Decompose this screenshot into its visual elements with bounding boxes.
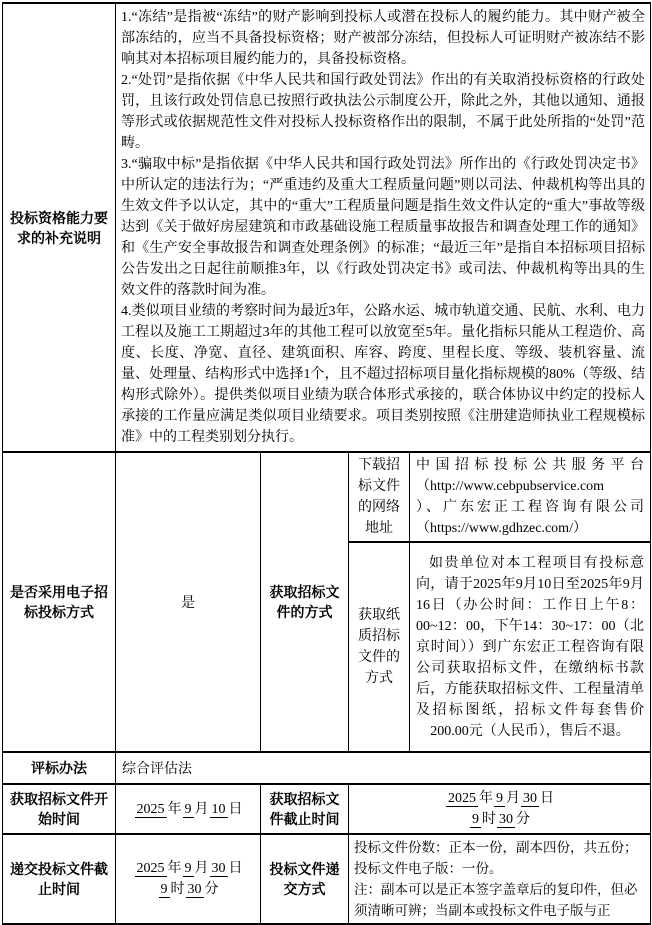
submission-deadline-date-line1: 2025 年 9 月 30 日 bbox=[136, 861, 243, 876]
supplement-content: 1.“冻结”是指被“冻结”的财产影响到投标人或潜在投标人的履约能力。其中财产被全部冻结的，应当不具备投标资格；财产被部分冻结，但投标人可证明财产被冻结不影响其对本招标项目履约能力的，具备投标资格。 2.“处罚”是指依据《中华人民共和国行政处罚法》作出的有关取消投标资格的行政处罚，且该行政处罚信息已按照行政执法公示制度公开，除此之外，其他以通知、通报等形式或依据规范性文件对投标人投标资格作出的限制，不属于此处所指的“处罚”范畴。 3.“骗取中标”是指依据《中华人民共和国行政处罚法》所作出的《行政处罚决定书》中所认定的违法行为；“严重违约及重大工程质量问题”则以司法、仲裁机构等出具的生效文件予以认定，其中的“重大”工程质量问题是指生效文件认定的“重大”事故等级达到《关于做好房屋建筑和市政基础设施工程质量事故报告和调查处理工作的通知》和《生产安全事故报告和调查处理条例》的标准；“最近三年”是指自本招标项目招标公告发出之日起往前顺推3年，以《行政处罚决定书》或司法、仲裁机构等出具的生效文件的落款时间为准。 4.类似项目业绩的考察时间为最近3年，公路水运、城市轨道交通、民航、水利、电力工程以及施工工期超过3年的其他工程可以放宽至5年。量化指标只能从工程造价、高度、长度、净宽、直径、建筑面积、库容、跨度、里程长度、等级、装机容量、流量、处理量、结构形式中选择1个，且不超过招标项目量化指标规模的80%（等级、结构形式除外）。提供类似项目业绩为联合体形式承接的，联合体协议中约定的投标人承接的工作量应满足类似项目业绩要求。项目类别按照《注册建造师执业工程规模标准》中的工程类别划分执行。 bbox=[116, 3, 651, 452]
submission-method-content: 投标文件份数：正本一份，副本四份，共五份； 投标文件电子版：一份。 注：副本可以是正本签字盖章后的复印件，但必须清晰可辨；当副本或投标文件电子版与正 bbox=[349, 834, 651, 924]
obtain-deadline-label: 获取招标文件截止时间 bbox=[261, 784, 349, 834]
submission-deadline-label: 递交投标文件截止时间 bbox=[3, 834, 116, 924]
obtain-deadline-date-line2: 9 时 30 分 bbox=[472, 812, 531, 827]
obtain-deadline-date bbox=[349, 784, 651, 834]
paper-method-paragraph: 如贵单位对本工程项目有投标意向，请于2025年9月10日至2025年9月16日（办公时间：工作日上午8：00~12：00，下午14：30~17：00（北京时间））到广东宏正工程咨询有限公司获取招标文件，在缴纳标书款后，方能获取招标文件、工程量清单及招标图纸，招标文件每套售价200.00元（人民币），售后不退。 bbox=[416, 555, 645, 739]
download-address-label: 下载招标文件的网络地址 bbox=[349, 452, 410, 542]
bidding-info-table bbox=[2, 2, 651, 925]
obtain-start-label: 获取招标文件开始时间 bbox=[3, 784, 116, 834]
download-address-content: 中国招标投标公共服务平台 （http://www.cebpubservice.com ）、广东宏正工程咨询有限公司 （https://www.gdhzec.com/） bbox=[410, 452, 651, 542]
submission-method-label: 投标文件递交方式 bbox=[261, 834, 349, 924]
obtain-method-label: 获取招标文件的方式 bbox=[261, 452, 349, 752]
evaluation-method-value: 综合评估法 bbox=[116, 752, 651, 784]
obtain-start-date: 2025 年 9 月 10 日 bbox=[116, 784, 261, 834]
submission-deadline-date-line2: 9 时 30 分 bbox=[160, 882, 219, 897]
electronic-bidding-value: 是 bbox=[116, 452, 261, 752]
supplement-label-cell: 投标资格能力要求的补充说明 bbox=[3, 3, 116, 452]
evaluation-method-label: 评标办法 bbox=[3, 752, 116, 784]
electronic-bidding-label: 是否采用电子招标投标方式 bbox=[3, 452, 116, 752]
paper-method-label: 获取纸质招标文件的方式 bbox=[349, 542, 410, 752]
paper-method-content bbox=[410, 542, 651, 752]
obtain-deadline-date-line1: 2025 年 9 月 30 日 bbox=[448, 791, 555, 806]
submission-deadline-date bbox=[116, 834, 261, 924]
